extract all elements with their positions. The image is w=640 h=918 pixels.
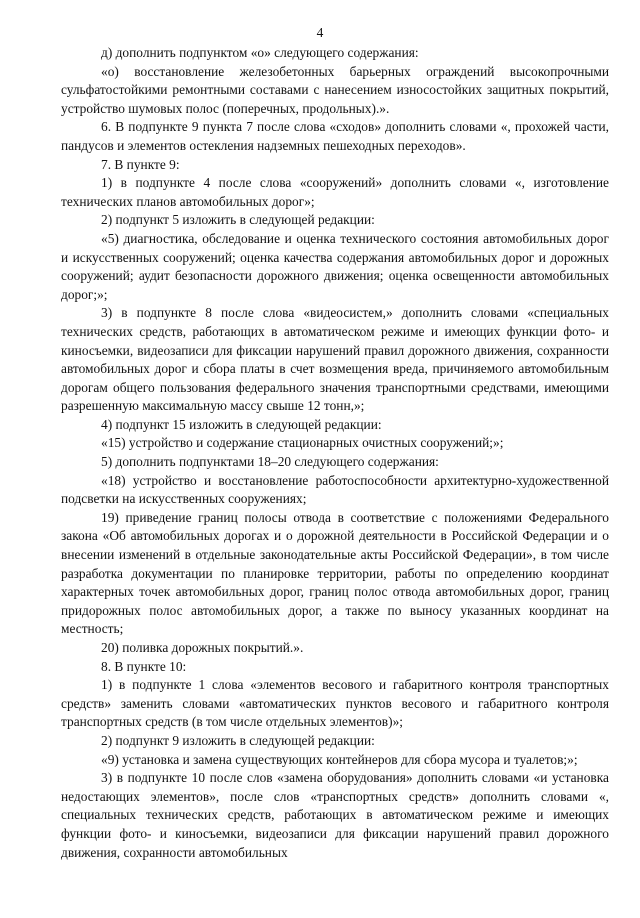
paragraph: 4) подпункт 15 изложить в следующей редакции: (101, 416, 382, 432)
paragraph: 19) приведение границ полосы отвода в соответствие с положениями Федерального закона «Об автомобильных дорогах и о дорожной деятельности в Российской Федерации и о внесении изменений в отдельные законодательные акты Российской Федерации», в том числе разработка документации по планировке территории, работы по определению координат характерных точек автомобильных дорог, границ полос отвода автомобильных дорог, границ придорожных полос автомобильных дорог, а также по выносу указанных координат на местность; (61, 509, 609, 637)
page-number: 4 (316, 25, 324, 40)
paragraph: 2) подпункт 5 изложить в следующей редакции: (101, 212, 375, 228)
paragraph: 1) в подпункте 1 слова «элементов весового и габаритного контроля транспортных средств» заменить словами «автоматических пунктов весового и габаритного контроля транспортных средств (в том числе отдельных элементов)»; (61, 677, 609, 730)
paragraph: «9) установка и замена существующих контейнеров для сбора мусора и туалетов;»; (101, 751, 578, 767)
paragraph: 6. В подпункте 9 пункта 7 после слова «сходов» дополнить словами «, прохожей части, пандусов и элементов остекления надземных пешеходных переходов». (61, 119, 609, 153)
paragraph: д) дополнить подпунктом «о» следующего содержания: (101, 45, 419, 60)
paragraph: 3) в подпункте 10 после слов «замена оборудования» дополнить словами «и установка недостающих элементов», после слов «транспортных средств» дополнить словами «, специальных технических средств, работающих в автоматическом режиме и имеющих функции фото- и киносъемки, видеозаписи для фиксации нарушений правил дорожного движения, сохранности автомобильных (61, 770, 609, 860)
paragraph: «5) диагностика, обследование и оценка технического состояния автомобильных дорог и искусственных сооружений; оценка качества содержания автомобильных дорог и дорожных сооружений; аудит безопасности дорожного движения; оценка освещенности автомобильных дорог;»; (61, 230, 609, 302)
paragraph: «15) устройство и содержание стационарных очистных сооружений;»; (101, 435, 504, 451)
paragraph: «18) устройство и восстановление работоспособности архитектурно-художественной подсветки на искусственных сооружениях; (61, 472, 609, 507)
paragraph: 8. В пункте 10: (101, 658, 187, 674)
paragraph: 5) дополнить подпунктами 18–20 следующего содержания: (101, 454, 439, 470)
paragraph: 20) поливка дорожных покрытий.». (101, 640, 304, 655)
paragraph: 7. В пункте 9: (101, 156, 180, 172)
paragraph: «о) восстановление железобетонных барьерных ограждений высокопрочными сульфатостойкими ремонтными составами с нанесением износостойких защитных покрытий, устройство шумовых полос (поперечных, продольных).». (61, 63, 609, 116)
paragraph: 2) подпункт 9 изложить в следующей редакции: (101, 732, 375, 748)
document-body (61, 44, 609, 862)
paragraph: 3) в подпункте 8 после слова «видеосистем,» дополнить словами «специальных технических средств, работающих в автоматическом режиме и имеющих функции фото- и киносъемки, видеозаписи для фиксации нарушений правил дорожного движения, сохранности автомобильных дорог и сбора платы в счет возмещения вреда, причиняемого автомобильным дорогам общего пользования федерального значения транспортными средствами, имеющими разрешенную максимальную массу свыше 12 тонн,»; (61, 305, 609, 414)
paragraph: 1) в подпункте 4 после слова «сооружений» дополнить словами «, изготовление технических планов автомобильных дорог»; (61, 175, 609, 209)
